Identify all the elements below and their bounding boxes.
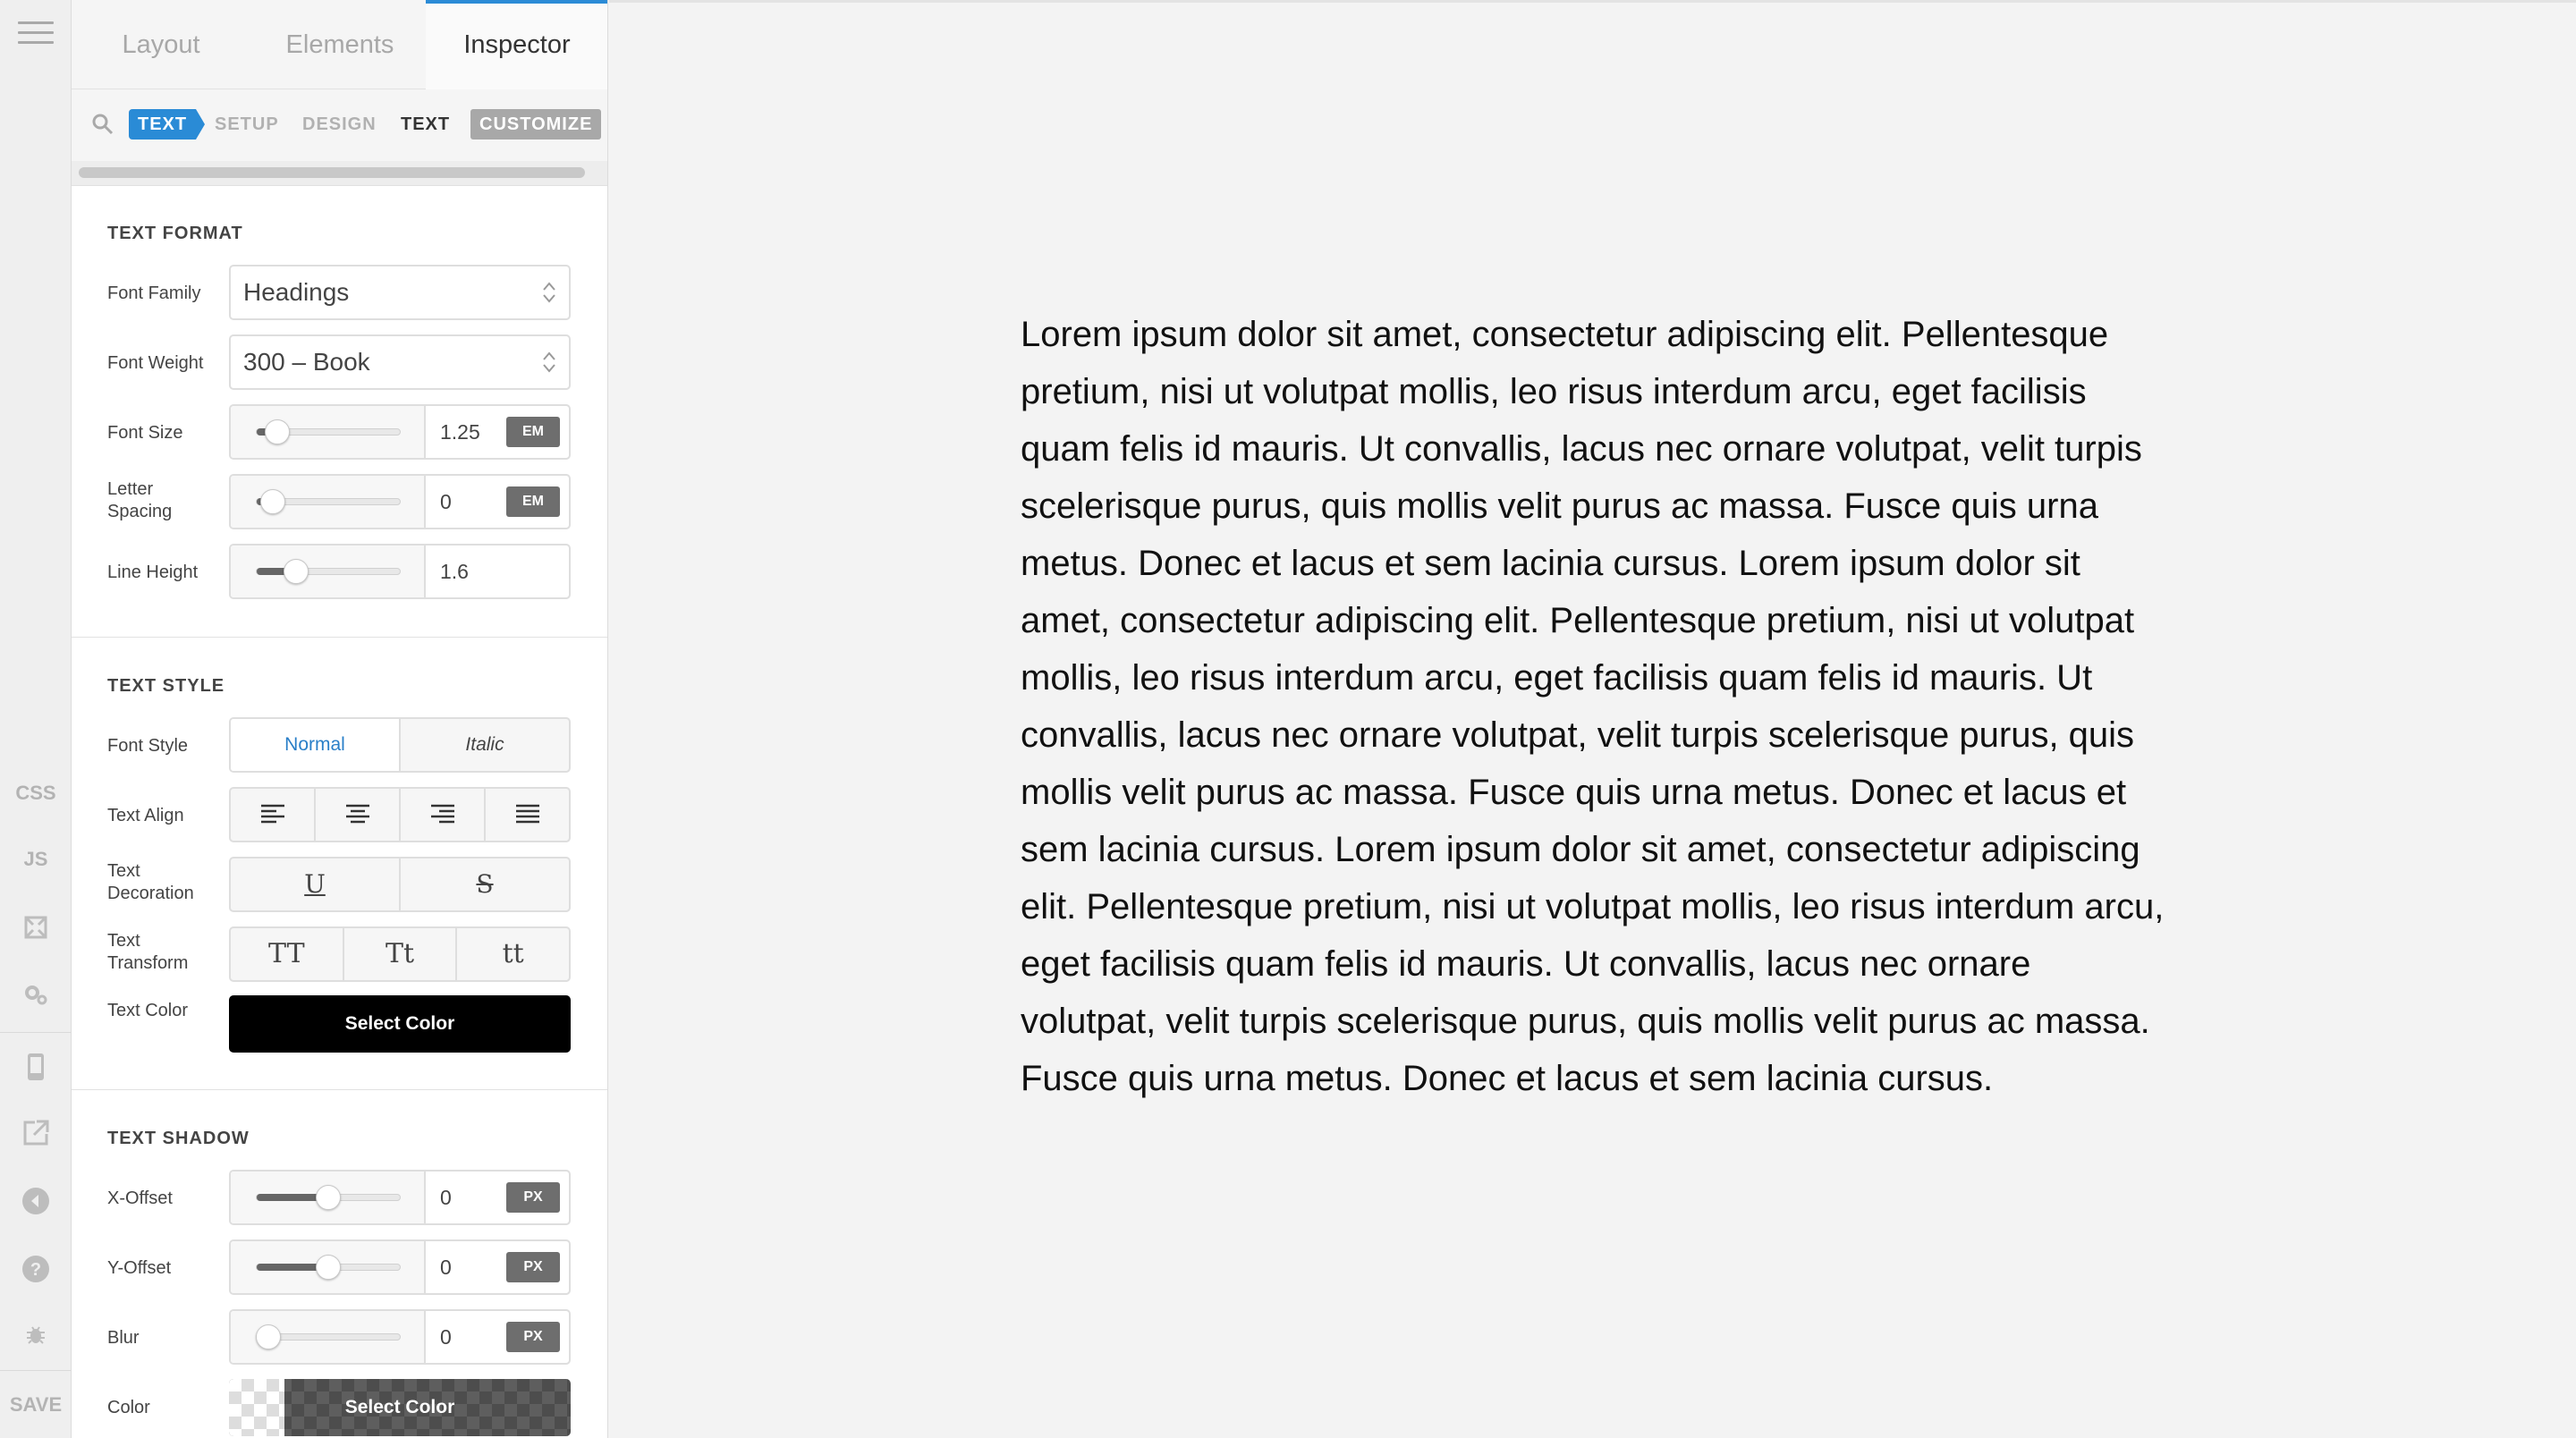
select-arrows-icon [542, 351, 556, 374]
font-size-label: Font Size [107, 423, 183, 443]
tab-inspector[interactable]: Inspector [426, 0, 608, 89]
strikethrough-button[interactable]: S [399, 859, 569, 910]
section-divider [72, 1089, 608, 1090]
section-divider [72, 637, 608, 638]
font-size-control [229, 404, 571, 460]
external-link-icon[interactable] [0, 1118, 72, 1148]
mobile-icon[interactable] [0, 1052, 72, 1082]
y-offset-unit-button[interactable]: PX [506, 1252, 560, 1282]
left-rail [0, 0, 72, 1438]
font-size-unit-button[interactable]: EM [506, 417, 560, 447]
preview-canvas [609, 0, 2576, 1438]
underline-button[interactable]: U [304, 869, 326, 899]
text-decoration-label: Text Decoration [107, 861, 194, 903]
section-title-text-shadow: TEXT SHADOW [107, 1129, 250, 1148]
line-height-slider[interactable] [256, 568, 401, 575]
breadcrumb-setup[interactable]: SETUP [215, 114, 279, 134]
help-icon[interactable] [0, 1254, 72, 1284]
font-style-normal-button[interactable]: Normal [231, 719, 399, 771]
x-offset-unit-button[interactable]: PX [506, 1182, 560, 1213]
font-family-value: Headings [243, 278, 350, 306]
font-style-toggle [229, 717, 571, 773]
svg-text:?: ? [30, 1260, 42, 1280]
letter-spacing-slider-knob[interactable] [260, 489, 285, 514]
shadow-color-swatch [229, 1379, 284, 1436]
scrollbar-thumb[interactable] [79, 167, 585, 178]
font-style-label: Font Style [107, 736, 189, 756]
horizontal-scrollbar[interactable] [72, 161, 608, 186]
y-offset-slider-knob[interactable] [316, 1255, 341, 1280]
text-element[interactable]: Lorem ipsum dolor sit amet, consectetur adipiscing elit. Pellentesque pretium, nisi ut volutpat mollis, leo risus interdum arcu, eget facilisis quam felis id mauris. Ut convallis, lacus nec ornare volutpat, velit turpis scelerisque purus, quis mollis velit purus ac massa. Fusce quis urna metus. Donec et lacus et sem lacinia cursus. Lorem ipsum dolor sit amet, consectetur adipiscing elit. Pellentesque pretium, nisi ut volutpat mollis, leo risus interdum arcu, eget facilisis quam felis id mauris. Ut convallis, lacus nec ornare volutpat, velit turpis scelerisque purus, quis mollis velit purus ac massa. Fusce quis urna metus. Donec et lacus et sem lacinia cursus. Lorem ipsum dolor sit amet, consectetur adipiscing elit. Pellentesque pretium, nisi ut volutpat mollis, leo risus interdum arcu, eget facilisis quam felis id mauris. Ut convallis, lacus nec ornare volutpat, velit turpis scelerisque purus, quis mollis velit purus ac massa. Fusce quis urna metus. Donec et lacus et sem lacinia cursus. [1021, 315, 2165, 1098]
font-size-slider-knob[interactable] [265, 419, 290, 444]
letter-spacing-unit-button[interactable]: EM [506, 486, 560, 517]
rail-divider [0, 1032, 72, 1033]
line-height-slider-knob[interactable] [284, 559, 309, 584]
panel-tabs [72, 0, 608, 89]
search-icon[interactable] [91, 113, 114, 140]
settings-icon[interactable] [0, 982, 72, 1009]
select-arrows-icon [542, 281, 556, 304]
blur-input[interactable]: 0 [440, 1325, 452, 1349]
breadcrumb-text[interactable]: TEXT [401, 114, 451, 134]
align-center-icon [345, 803, 370, 825]
capitalize-button[interactable]: Tt [343, 928, 456, 980]
inspector-panel [72, 0, 608, 1438]
back-icon[interactable] [0, 1186, 72, 1216]
align-right-button[interactable] [399, 789, 484, 841]
font-weight-select[interactable] [229, 334, 571, 390]
font-size-input[interactable]: 1.25 [440, 420, 480, 444]
breadcrumb-customize[interactable]: CUSTOMIZE [470, 109, 601, 140]
letter-spacing-label: Letter Spacing [107, 479, 173, 521]
lowercase-button[interactable]: tt [455, 928, 569, 980]
x-offset-slider-knob[interactable] [316, 1185, 341, 1210]
y-offset-control [229, 1239, 571, 1295]
section-title-text-style: TEXT STYLE [107, 676, 225, 696]
align-right-icon [430, 803, 455, 825]
text-transform-toggle [229, 926, 571, 982]
y-offset-label: Y-Offset [107, 1258, 172, 1278]
align-justify-icon [515, 803, 540, 825]
blur-unit-button[interactable]: PX [506, 1322, 560, 1352]
text-align-label: Text Align [107, 806, 184, 825]
shadow-color-button-label: Select Color [344, 1397, 455, 1417]
align-left-button[interactable] [231, 789, 314, 841]
x-offset-label: X-Offset [107, 1188, 173, 1208]
font-family-label: Font Family [107, 283, 201, 303]
rail-divider [0, 1370, 72, 1371]
bug-icon[interactable] [0, 1322, 72, 1347]
font-family-select[interactable] [229, 265, 571, 320]
blur-slider-knob[interactable] [256, 1324, 281, 1349]
js-button[interactable]: JS [23, 848, 48, 870]
text-decoration-toggle [229, 857, 571, 912]
x-offset-input[interactable]: 0 [440, 1186, 452, 1209]
text-align-toggle [229, 787, 571, 842]
shadow-color-label: Color [107, 1398, 150, 1417]
blur-control [229, 1309, 571, 1365]
hamburger-icon[interactable] [18, 21, 54, 47]
line-height-label: Line Height [107, 563, 199, 582]
shadow-color-button[interactable] [229, 1379, 571, 1436]
text-transform-label: Text Transform [107, 931, 189, 973]
uppercase-button[interactable]: TT [268, 938, 305, 969]
css-button[interactable]: CSS [15, 782, 56, 804]
letter-spacing-input[interactable]: 0 [440, 490, 452, 513]
font-style-italic-button[interactable]: Italic [399, 719, 569, 771]
section-title-text-format: TEXT FORMAT [107, 224, 243, 243]
y-offset-input[interactable]: 0 [440, 1256, 452, 1279]
align-left-icon [260, 803, 285, 825]
tab-elements[interactable]: Elements [285, 30, 394, 59]
text-color-label: Text Color [107, 1001, 189, 1020]
canvas-top-border [609, 0, 2576, 3]
save-button[interactable]: SAVE [9, 1393, 63, 1416]
line-height-input[interactable]: 1.6 [440, 560, 469, 583]
expand-icon[interactable] [0, 914, 72, 941]
font-weight-label: Font Weight [107, 353, 204, 373]
x-offset-control [229, 1170, 571, 1225]
text-color-button[interactable]: Select Color [229, 995, 571, 1053]
letter-spacing-control [229, 474, 571, 529]
align-justify-button[interactable] [484, 789, 569, 841]
tab-layout[interactable]: Layout [122, 30, 200, 59]
breadcrumb-design[interactable]: DESIGN [302, 114, 377, 134]
line-height-control [229, 544, 571, 599]
breadcrumb [72, 89, 608, 161]
align-center-button[interactable] [314, 789, 399, 841]
font-weight-value: 300 – Book [243, 348, 370, 376]
blur-label: Blur [107, 1328, 140, 1348]
breadcrumb-current[interactable]: TEXT [129, 109, 196, 140]
